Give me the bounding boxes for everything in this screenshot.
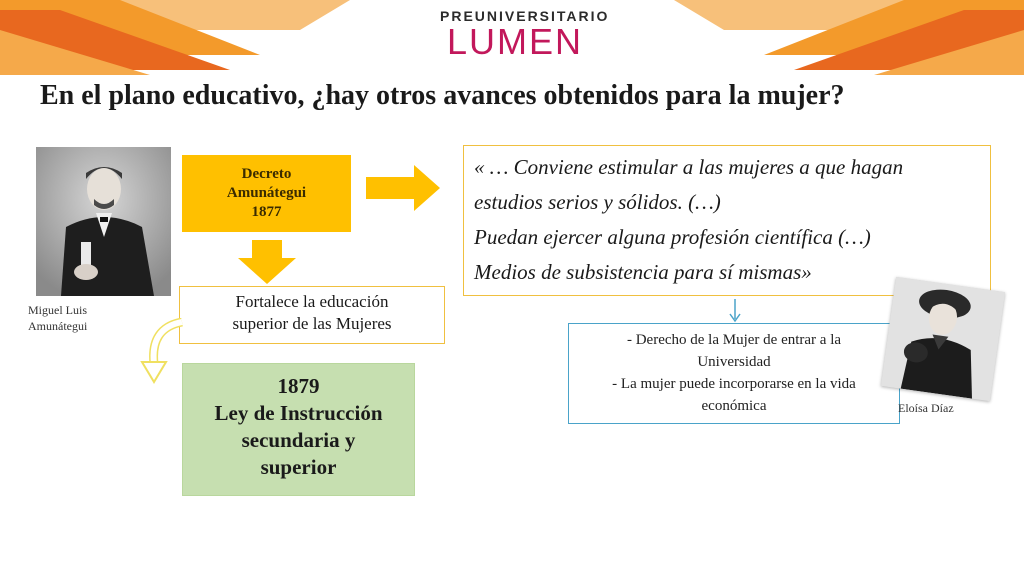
- quote-line: Medios de subsistencia para sí mismas»: [474, 260, 812, 284]
- decreto-line: Amunátegui: [226, 185, 307, 201]
- fortalece-box: [179, 286, 445, 344]
- caption-line: Amunátegui: [28, 319, 88, 333]
- arrow-down-icon: [238, 240, 296, 284]
- fortalece-line: superior de las Mujeres: [232, 314, 392, 333]
- header-banner-right: [664, 0, 1024, 90]
- quote-line: « … Conviene estimular a las mujeres a que hagan: [474, 155, 904, 179]
- caption-eloisa-diaz: Eloísa Díaz: [898, 401, 954, 415]
- ley-line: superior: [260, 455, 337, 479]
- decreto-line: 1877: [251, 204, 282, 220]
- ley-line: secundaria y: [241, 428, 356, 452]
- decreto-line: Decreto: [241, 166, 292, 182]
- derecho-line: económica: [701, 398, 767, 414]
- decreto-box: [182, 155, 351, 232]
- caption-miguel-luis-amunategui: [28, 302, 87, 334]
- quote-line: Puedan ejercer alguna profesión científica (…): [474, 225, 871, 249]
- ley-line: Ley de Instrucción: [214, 401, 383, 425]
- portrait-eloisa-diaz: [881, 277, 1005, 401]
- logo-main-text: LUMEN: [446, 21, 584, 62]
- small-arrow-down-icon: [728, 299, 742, 323]
- derecho-line: Universidad: [697, 354, 771, 370]
- ley-instruccion-box: [182, 363, 415, 496]
- quote-line: estudios serios y sólidos. (…): [474, 190, 721, 214]
- fortalece-line: Fortalece la educación: [235, 292, 389, 311]
- logo-top-text: PREUNIVERSITARIO: [440, 8, 610, 24]
- quote-box: [463, 145, 991, 296]
- arrow-right-icon: [366, 165, 440, 211]
- derecho-line: - Derecho de la Mujer de entrar a la: [626, 332, 842, 348]
- derecho-line: - La mujer puede incorporarse en la vida: [612, 376, 856, 392]
- ley-line: 1879: [277, 374, 320, 398]
- derecho-box: [568, 323, 900, 424]
- lumen-logo: [440, 8, 610, 62]
- header-banner-left: [0, 0, 360, 90]
- portrait-miguel-luis-amunategui: [36, 147, 171, 296]
- slide-title: En el plano educativo, ¿hay otros avances obtenidos para la mujer?: [40, 80, 845, 111]
- caption-line: Miguel Luis: [28, 303, 87, 317]
